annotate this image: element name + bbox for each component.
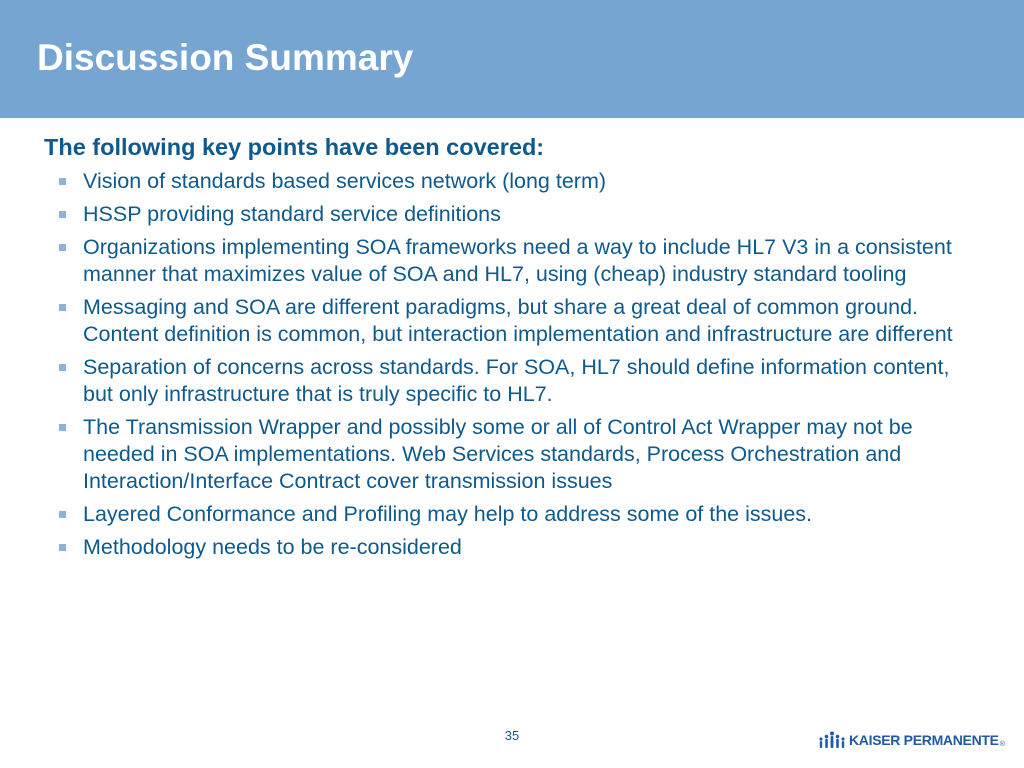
square-bullet-icon: [59, 211, 66, 218]
square-bullet-icon: [59, 511, 66, 518]
bullet-item: [44, 534, 984, 561]
kaiser-people-icon: [818, 730, 846, 750]
content-heading: The following key points have been covered:: [44, 134, 545, 160]
bullet-text: HSSP providing standard service definitions: [83, 202, 501, 226]
square-bullet-icon: [59, 244, 66, 251]
title-bar: [0, 0, 1024, 118]
square-bullet-icon: [59, 178, 66, 185]
bullet-item: [44, 234, 984, 288]
bullet-item: [44, 201, 984, 228]
bullet-text: Organizations implementing SOA frameworks need a way to include HL7 V3 in a consistent manner that maximizes value of SOA and HL7, using (cheap) industry standard tooling: [83, 235, 952, 286]
slide-title: Discussion Summary: [37, 37, 414, 78]
bullet-text: Layered Conformance and Profiling may help to address some of the issues.: [83, 502, 813, 526]
slide-content: [44, 132, 984, 567]
page-number: 35: [504, 728, 520, 743]
bullet-item: [44, 294, 984, 348]
registered-mark: ®: [999, 741, 1005, 748]
bullet-text: Methodology needs to be re-considered: [83, 535, 462, 559]
square-bullet-icon: [59, 424, 66, 431]
bullet-text: Messaging and SOA are different paradigms, but share a great deal of common ground. Content definition is common, but interaction implementation and infrastructure are different: [83, 295, 953, 346]
square-bullet-icon: [59, 304, 66, 311]
bullet-text: Separation of concerns across standards. For SOA, HL7 should define information content, but only infrastructure that is truly specific to HL7.: [83, 355, 950, 406]
bullet-text: Vision of standards based services network (long term): [83, 169, 607, 193]
kaiser-permanente-logo: [818, 730, 1005, 750]
square-bullet-icon: [59, 364, 66, 371]
bullet-item: [44, 414, 984, 495]
bullet-item: [44, 501, 984, 528]
bullet-text: The Transmission Wrapper and possibly some or all of Control Act Wrapper may not be needed in SOA implementations. Web Services standards, Process Orchestration and Interaction/Interface Contract cover transmission issues: [83, 415, 913, 493]
bullet-list: [44, 168, 984, 561]
logo-text: KAISER PERMANENTE: [849, 732, 999, 748]
bullet-item: [44, 168, 984, 195]
square-bullet-icon: [59, 544, 66, 551]
bullet-item: [44, 354, 984, 408]
